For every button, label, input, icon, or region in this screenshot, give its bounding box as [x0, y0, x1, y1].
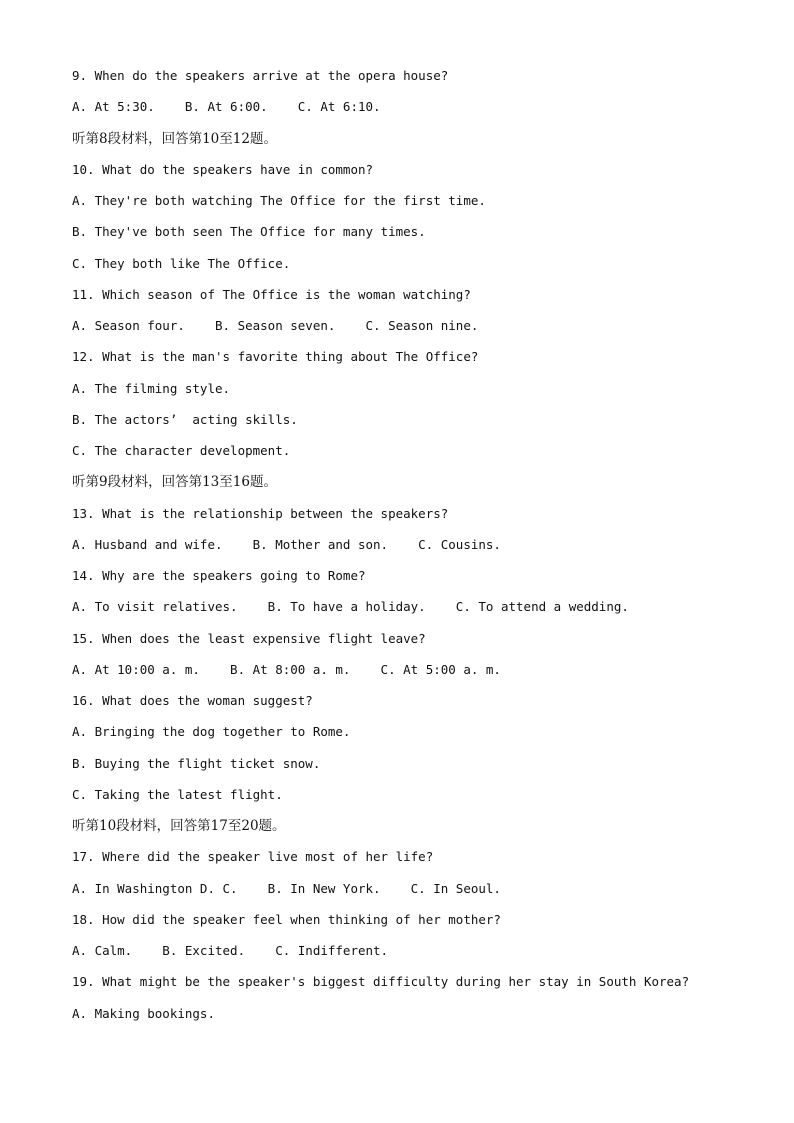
question-line: 11. Which season of The Office is the woman watching?	[72, 286, 471, 302]
question-line: 15. When does the least expensive flight leave?	[72, 630, 426, 646]
answer-options-line: C. Taking the latest flight.	[72, 786, 283, 802]
question-line: 14. Why are the speakers going to Rome?	[72, 568, 366, 583]
answer-options-line: A. Husband and wife. B. Mother and son. C. Cousins.	[72, 536, 501, 552]
answer-options-line: A. Making bookings.	[72, 1005, 215, 1021]
question-line: 9. When do the speakers arrive at the opera house?	[72, 68, 449, 83]
answer-options-line: A. In Washington D. C. B. In New York. C. In Seoul.	[72, 880, 501, 896]
answer-options-line: B. The actors’ acting skills.	[72, 411, 298, 427]
document-page	[72, 64, 752, 1033]
question-line: 19. What might be the speaker's biggest difficulty during her stay in South Korea?	[72, 974, 690, 990]
answer-options-line: A. The filming style.	[72, 380, 231, 396]
answer-options-line: A. They're both watching The Office for the first time.	[72, 193, 486, 208]
answer-options-line: A. Calm. B. Excited. C. Indifferent.	[72, 943, 389, 958]
answer-options-line: A. Season four. B. Season seven. C. Season nine.	[72, 318, 479, 333]
answer-options-line: A. At 10:00 a. m. B. At 8:00 a. m. C. At 5:00 a. m.	[72, 661, 501, 677]
section-heading: 听第10段材料，回答第17至20题。	[72, 818, 286, 834]
question-line: 18. How did the speaker feel when thinking of her mother?	[72, 911, 501, 927]
question-line: 10. What do the speakers have in common?	[72, 161, 374, 177]
answer-options-line: A. At 5:30. B. At 6:00. C. At 6:10.	[72, 99, 381, 115]
section-heading: 听第9段材料，回答第13至16题。	[72, 474, 277, 491]
question-line: 16. What does the woman suggest?	[72, 693, 313, 708]
section-heading: 听第8段材料，回答第10至12题。	[72, 130, 277, 147]
answer-options-line: B. Buying the flight ticket snow.	[72, 755, 321, 771]
answer-options-line: C. The character development.	[72, 443, 291, 458]
answer-options-line: B. They've both seen The Office for many times.	[72, 224, 426, 240]
question-line: 17. Where did the speaker live most of her life?	[72, 849, 434, 865]
answer-options-line: A. To visit relatives. B. To have a holiday. C. To attend a wedding.	[72, 599, 629, 615]
question-line: 13. What is the relationship between the speakers?	[72, 505, 449, 521]
answer-options-line: C. They both like The Office.	[72, 255, 291, 271]
question-line: 12. What is the man's favorite thing about The Office?	[72, 349, 479, 365]
answer-options-line: A. Bringing the dog together to Rome.	[72, 724, 351, 740]
